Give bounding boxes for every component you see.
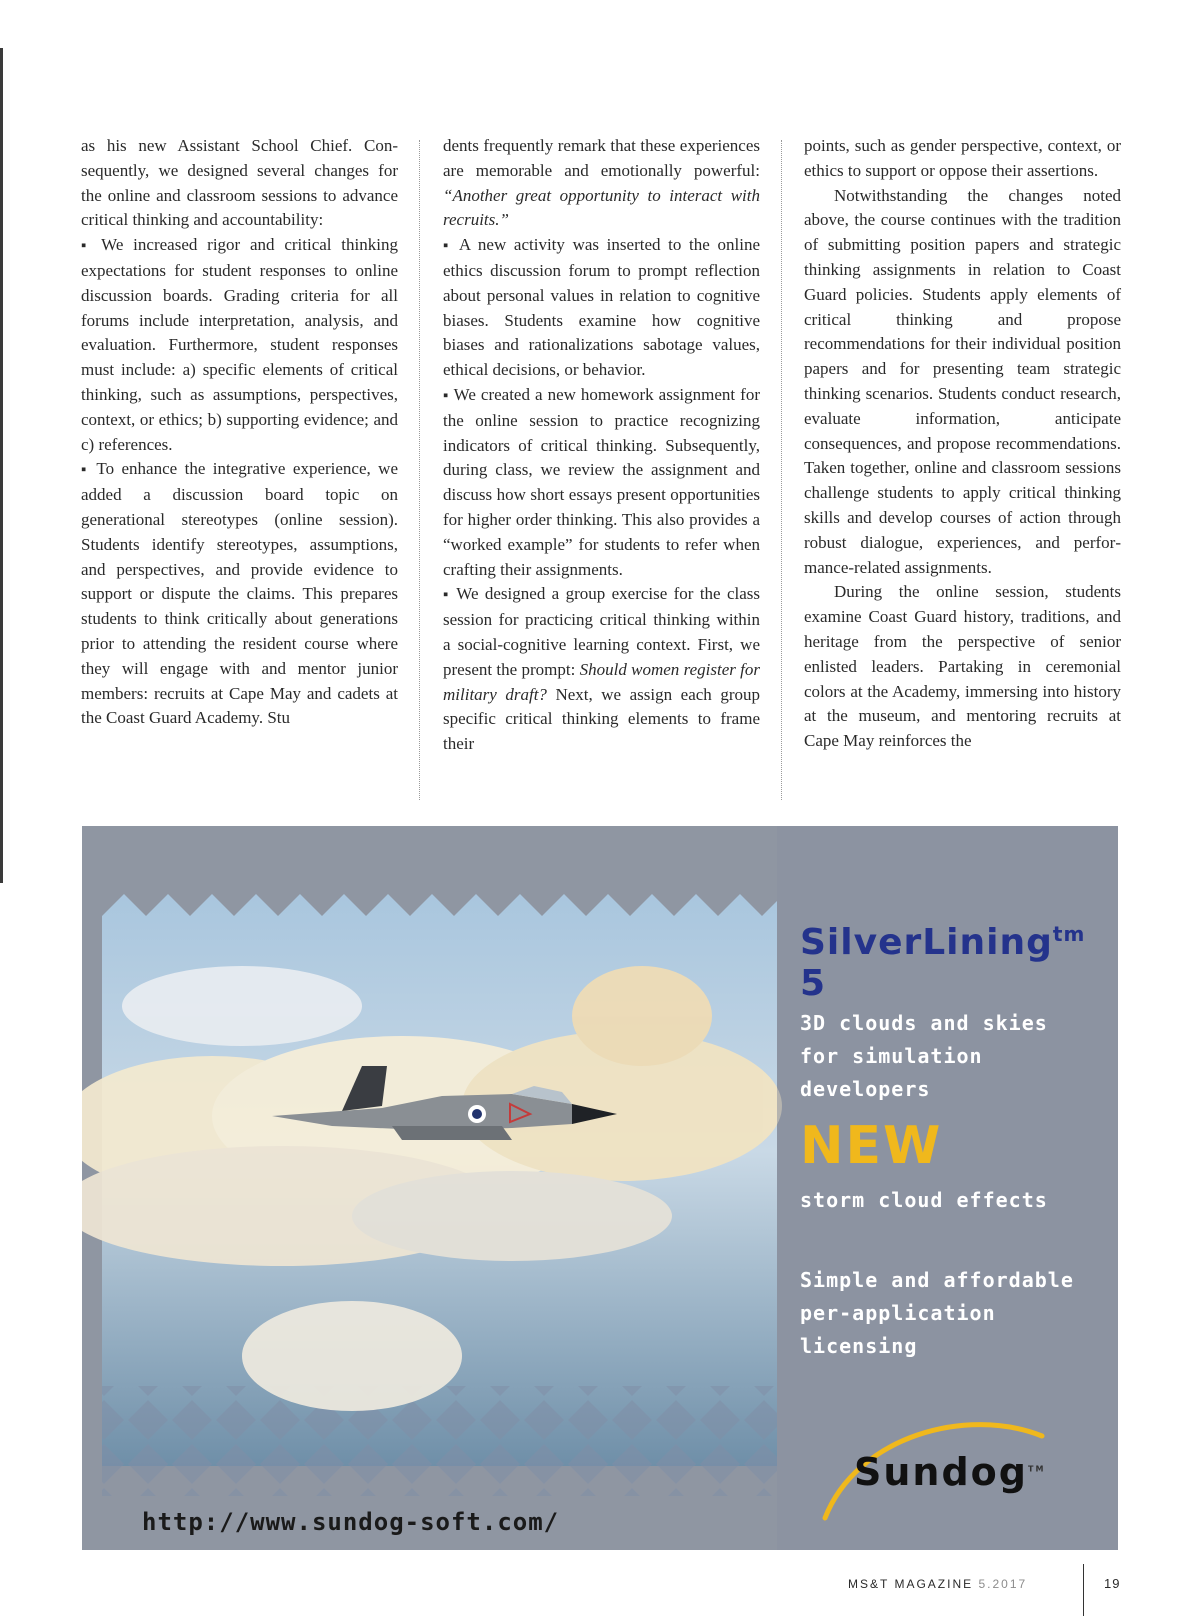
article-column-3 (804, 134, 1121, 754)
quote: Should women register for military draft? (443, 659, 760, 704)
sundog-logo-tm: TM (1027, 1464, 1046, 1474)
ad-title-tm: tm (1052, 922, 1086, 946)
footer-divider (1083, 1564, 1084, 1616)
paragraph (443, 134, 760, 233)
bullet-paragraph: ▪ To enhance the integrative experience, we added a discussion board topic on generational stereotypes (online session). Students identify stereotypes, assumptions, and perspectives, and provide evidence to support or dispute the claims. This prepares students to think critically about generations prior to attending the resident course where they will engage with and mentor junior members: recruits at Cape May and cadets at the Coast Guard Academy. Stu (81, 457, 398, 731)
quote: “Another great opportunity to interact with recruits.” (443, 185, 760, 230)
ad-title-text: SilverLining (800, 922, 1053, 963)
page-edge (0, 48, 3, 883)
advertisement[interactable] (82, 826, 1118, 1550)
ad-licensing (800, 1264, 1074, 1363)
ad-tagline-line: for simulation developers (800, 1044, 983, 1101)
ad-url-link[interactable]: http://www.sundog-soft.com/ (142, 1508, 560, 1536)
ad-licensing-line: licensing (800, 1334, 918, 1358)
paragraph-text: Next, we assign each group specific critical thinking elements to frame their (443, 684, 760, 754)
ad-licensing-line: per-application (800, 1301, 996, 1325)
paragraph: points, such as gender perspective, context, or ethics to support or oppose their assertions. (804, 136, 1121, 180)
sundog-logo-text: Sundog (854, 1450, 1028, 1494)
column-divider (781, 140, 782, 800)
column-divider (419, 140, 420, 800)
ad-feature: storm cloud effects (800, 1188, 1048, 1212)
bullet-paragraph: ▪ We created a new homework assignment for the online session to practice recognizing indicators of critical thinking. Subsequently, during class, we review the assignment and discuss how short essays present opportunities for higher order thinking. This also provides a “worked example” for students to refer when crafting their assignments. (443, 383, 760, 582)
paragraph-text: dents frequently remark that these experiences are memorable and emotionally powerful: (443, 136, 760, 180)
bullet-paragraph (443, 582, 760, 757)
sundog-logo[interactable] (854, 1450, 1045, 1494)
footer-issue: 5.2017 (978, 1577, 1028, 1591)
ad-new-label: NEW (800, 1116, 943, 1176)
paragraph: Notwithstanding the changes noted above, the course continues with the tradition of submitting position papers and strategic thinking assignments in relation to Coast Guard policies. Students apply elements of critical thinking and propose recommendations for their individual position papers and for presenting team strategic thinking scenarios. Students conduct research, evaluate information, anticipate consequences, and propose recommendations. Taken together, online and classroom sessions challenge students to apply critical thinking skills and develop courses of action through robust dialogue, experiences, and performance-related assignments. (804, 185, 1121, 577)
paragraph: as his new Assistant School Chief. Consequently, we designed several changes for the online and classroom sessions to advance critical thinking and accountability: (81, 136, 398, 230)
footer-magazine (848, 1577, 1027, 1591)
paragraph: During the online session, students examine Coast Guard history, traditions, and heritage from the perspective of senior enlisted leaders. Partaking in ceremonial colors at the Academy, immersing into history at the museum, and mentoring recruits at Cape May reinforces the (804, 582, 1121, 751)
ad-licensing-line: Simple and affordable (800, 1268, 1074, 1292)
article-column-2 (443, 134, 760, 757)
ad-tagline-line: 3D clouds and skies (800, 1011, 1048, 1035)
footer-magazine-name: MS&T MAGAZINE (848, 1577, 974, 1591)
paragraph-text: We designed a group exercise for the class session for practicing critical thinking within a social-cognitive learning context. First, we present the prompt: (443, 584, 760, 679)
bullet-paragraph: ▪ We increased rigor and critical thinking expectations for student responses to online discussion boards. Grading criteria for all forums include interpretation, analysis, and evaluation. Furthermore, student responses must include: a) specific elements of critical thinking, such as assumptions, perspectives, context, or ethics; b) supporting evidence; and c) references. (81, 233, 398, 457)
ad-title-version: 5 (800, 963, 827, 1004)
ad-tagline (800, 1007, 1118, 1106)
ad-product-title (800, 922, 1118, 1004)
article-column-1 (81, 134, 398, 731)
bullet-paragraph: ▪ A new activity was inserted to the online ethics discussion forum to prompt reflection about personal values in relation to cognitive biases. Students examine how cognitive biases and rationalizations sabotage values, ethical decisions, or behavior. (443, 233, 760, 383)
page-number: 19 (1104, 1576, 1121, 1591)
